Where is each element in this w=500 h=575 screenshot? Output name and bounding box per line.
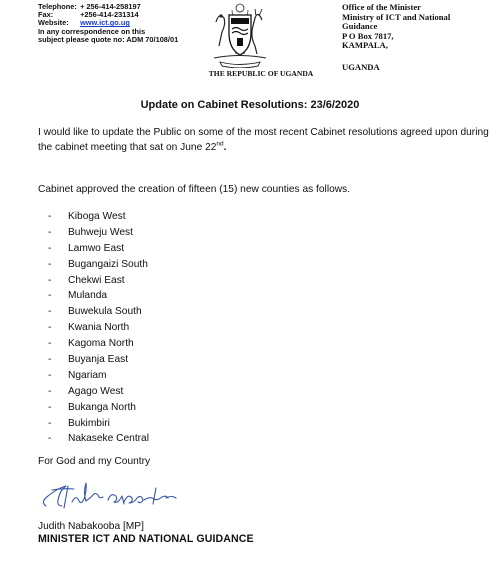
list-bullet: - [48,338,52,350]
document-title: Update on Cabinet Resolutions: 23/6/2020 [140,99,360,111]
county-name: Bukanga North [68,401,136,413]
county-name: Buwekula South [68,306,142,318]
list-bullet: - [48,433,52,445]
list-bullet: - [48,258,52,270]
letterhead-contact-block [38,3,206,44]
fax-label: Fax: [38,10,54,20]
list-bullet: - [48,417,52,429]
list-item [48,304,149,320]
list-item [48,384,149,400]
telephone-label: Telephone: [38,2,77,11]
list-bullet: - [48,274,52,286]
list-item [48,241,149,257]
list-item [48,400,149,416]
list-item [48,336,149,352]
office-line: Ministry of ICT and National [342,11,451,22]
counties-intro-paragraph: Cabinet approved the creation of fifteen (15) new counties as follows. [38,184,351,195]
county-name: Nakaseke Central [68,433,149,445]
signatory-title: MINISTER ICT AND NATIONAL GUIDANCE [38,533,254,545]
county-list [48,209,149,447]
county-name: Buhweju West [68,226,133,238]
signatory-name: Judith Nabakooba [MP] [38,521,144,532]
intro-text: I would like to update the Public on some of the most recent Cabinet resolutions agreed upon during the cabinet meeting that sat on June 22 [38,127,489,153]
list-item [48,288,149,304]
list-bullet: - [48,290,52,302]
county-name: Kagoma North [68,338,134,350]
county-name: Mulanda [68,290,108,302]
list-item [48,368,149,384]
list-bullet: - [48,226,52,238]
telephone-value: + 256-414-258197 [80,2,141,11]
handwritten-signature [38,476,188,512]
list-bullet: - [48,354,52,366]
list-bullet: - [48,369,52,381]
county-name: Kiboga West [68,211,126,222]
list-item [48,273,149,289]
county-name: Ngariam [68,369,107,381]
office-line: P O Box 7817, [342,30,394,41]
county-name: Kwania North [68,322,130,334]
office-line: KAMPALA, [342,40,388,51]
county-name: Agago West [68,385,124,397]
office-address-block [342,3,492,73]
list-bullet: - [48,385,52,397]
list-item [48,209,149,225]
list-bullet: - [48,322,52,334]
website-label: Website: [38,18,69,28]
date-superscript: nd [216,140,224,148]
office-line: Guidance [342,21,378,32]
list-bullet: - [48,242,52,254]
list-item [48,431,149,447]
list-item [48,257,149,273]
list-bullet: - [48,306,52,318]
county-name: Lamwo East [68,242,125,254]
county-name: Bukimbiri [68,417,110,429]
website-link[interactable]: www.ict.go.ug [80,18,130,28]
list-bullet: - [48,211,52,222]
list-item [48,225,149,241]
list-bullet: - [48,401,52,413]
intro-paragraph [38,126,490,155]
county-name: Bugangaizi South [68,258,148,270]
uganda-coat-of-arms-icon [210,2,270,68]
county-name: Buyanja East [68,354,129,366]
office-line: Office of the Minister [342,2,421,12]
intro-end-punctuation: . [223,141,227,153]
correspondence-line-2: subject please quote no: ADM 70/108/01 [38,34,179,44]
list-item [48,352,149,368]
correspondence-line-1: In any correspondence on this [38,26,146,36]
county-name: Chekwi East [68,274,125,286]
country-name: UGANDA [342,61,380,72]
closing-line: For God and my Country [38,456,151,467]
republic-caption: THE REPUBLIC OF UGANDA [208,69,314,78]
fax-value: +256-414-231314 [80,10,139,20]
list-item [48,320,149,336]
list-item [48,416,149,432]
